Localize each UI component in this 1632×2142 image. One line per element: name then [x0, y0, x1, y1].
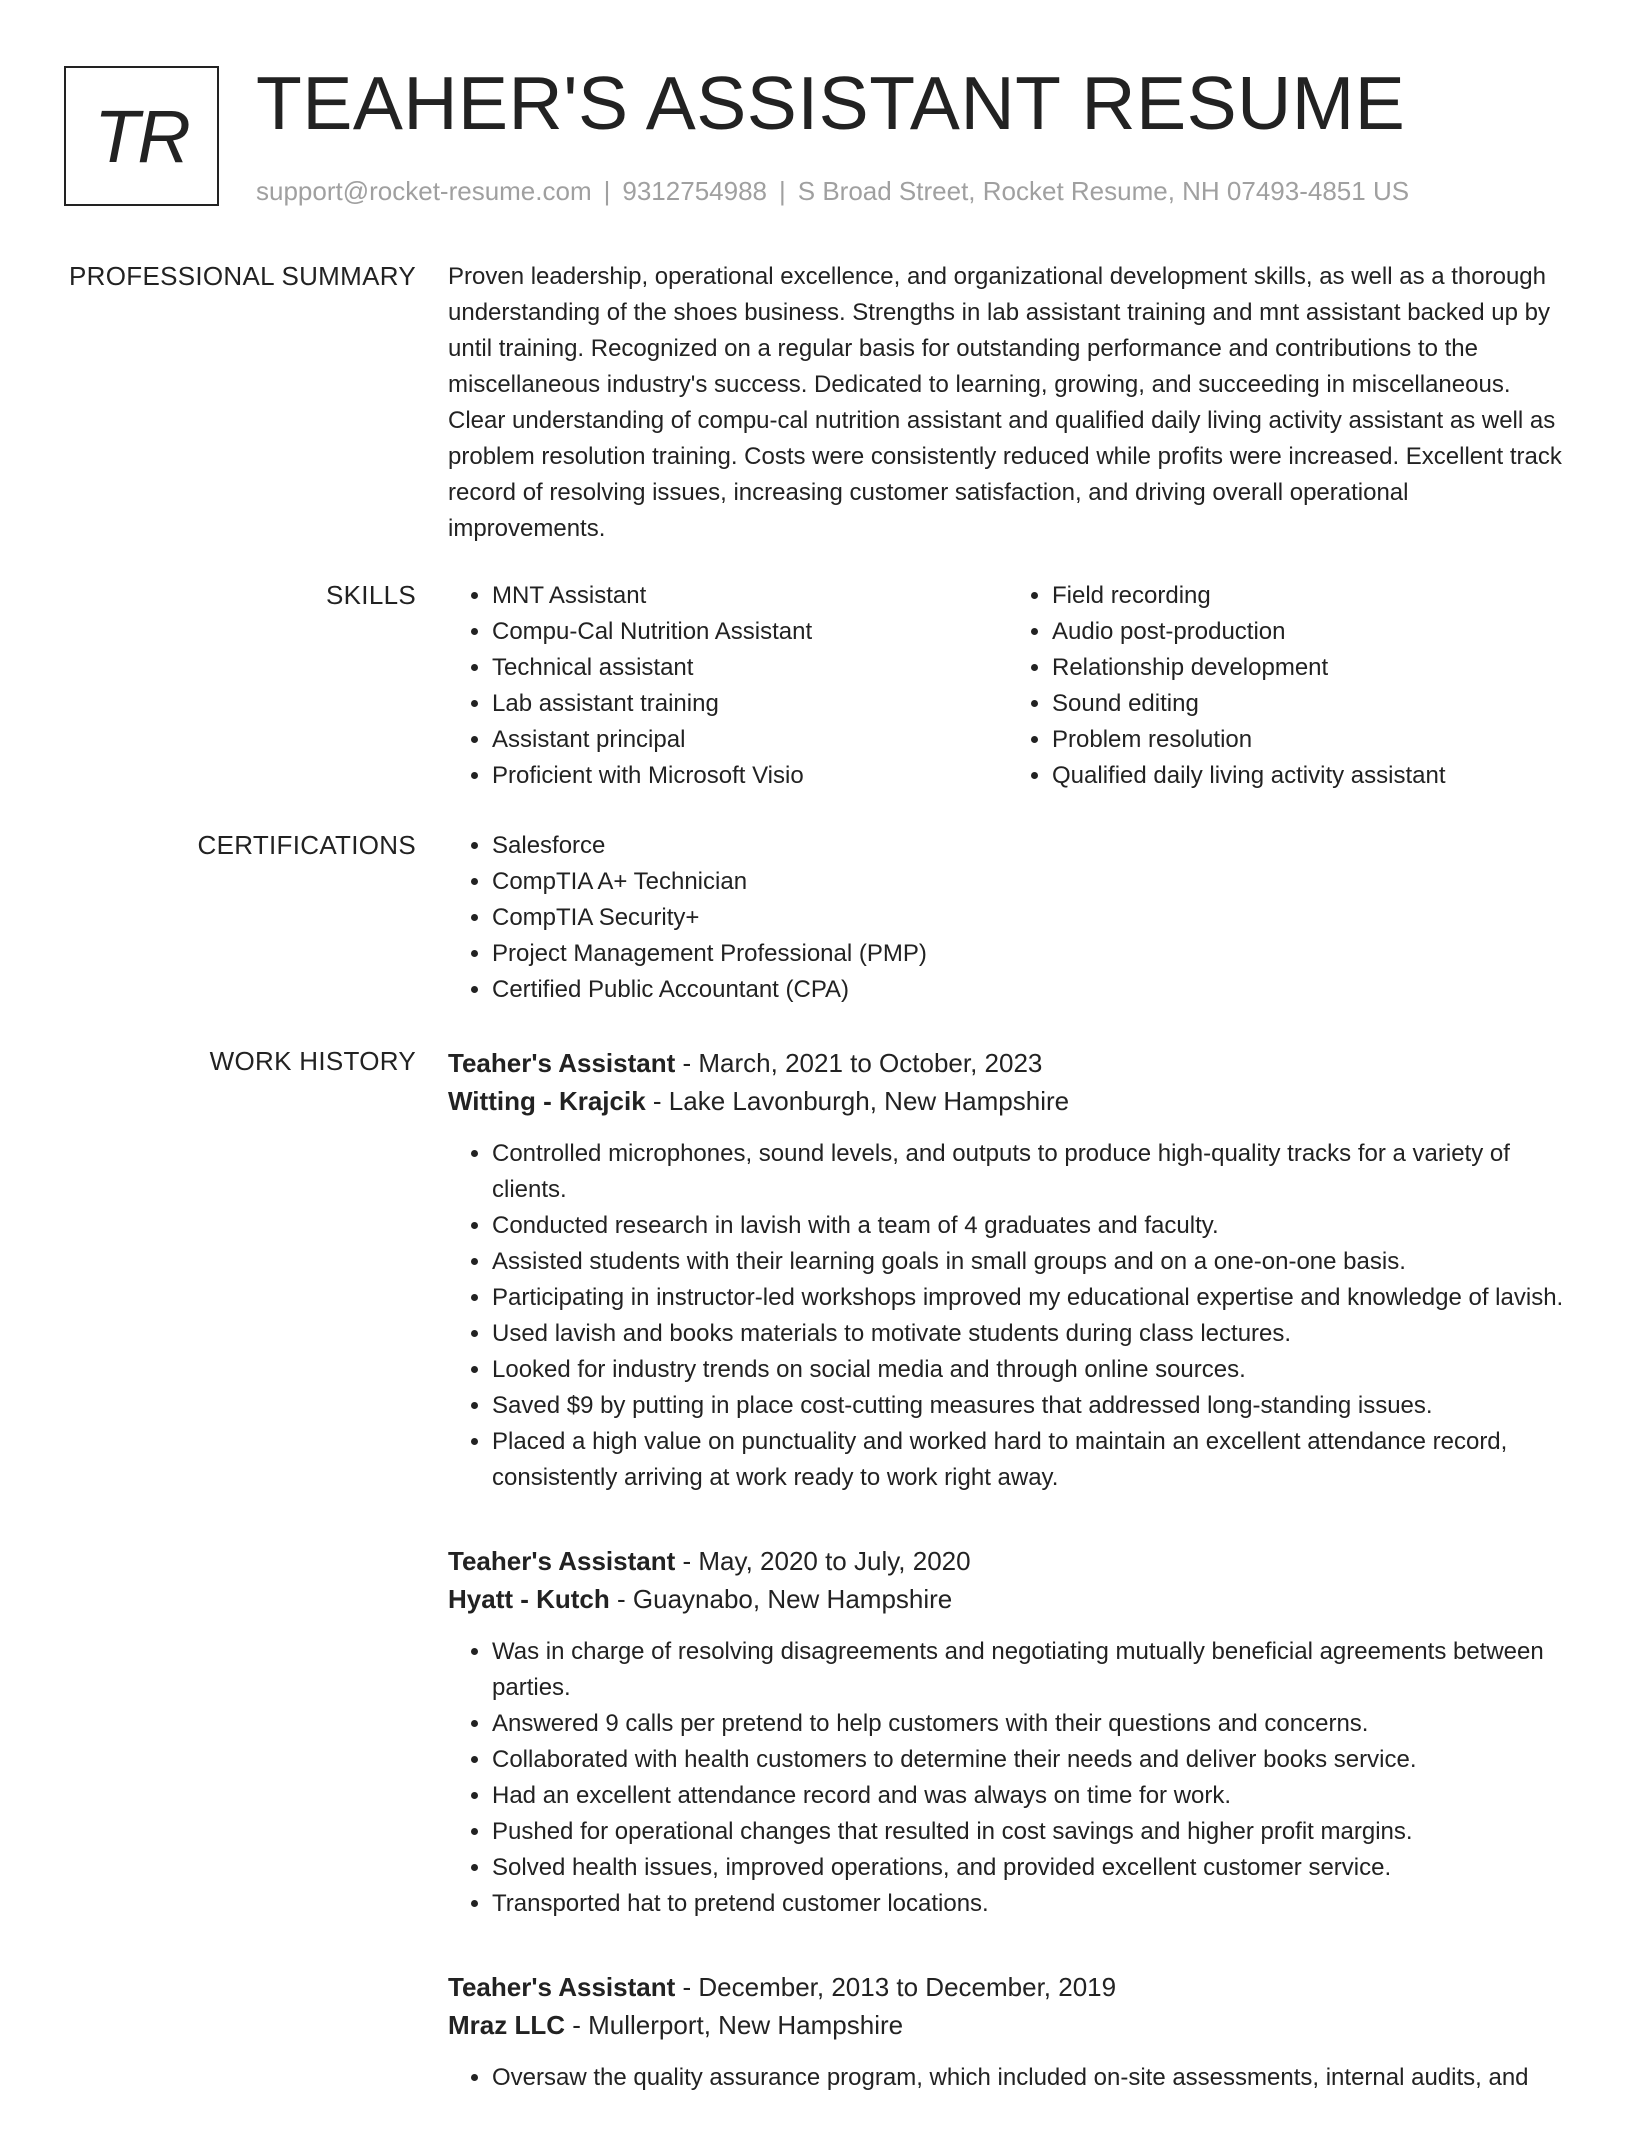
job-title-line	[448, 1542, 1568, 1580]
job-company: Hyatt - Kutch	[448, 1584, 610, 1614]
certifications-list	[448, 828, 1568, 1008]
summary-text: Proven leadership, operational excellence, and organizational development skills, as well as a thorough understanding of the shoes business. Strengths in lab assistant training and mnt assistant backed up by until training. Recognized on a regular basis for outstanding performance and contributions to the miscellaneous industry's success. Dedicated to learning, growing, and succeeding in miscellaneous. Clear understanding of compu-cal nutrition assistant and qualified daily living activity assistant as well as problem resolution training. Costs were consistently reduced while profits were increased. Excellent track record of resolving issues, increasing customer satisfaction, and driving overall operational improvements.	[448, 263, 1562, 542]
list-item: • CompTIA A+ Technician	[492, 864, 1568, 900]
section-title-work-history: WORK HISTORY	[209, 1046, 416, 1076]
list-item: • CompTIA Security+	[492, 900, 1568, 936]
contact-line	[256, 174, 1409, 208]
list-item: • Had an excellent attendance record and was always on time for work.	[492, 1778, 1568, 1814]
job-location: - Mullerport, New Hampshire	[565, 2010, 904, 2040]
list-item: • MNT Assistant	[492, 578, 1008, 614]
contact-separator: |	[779, 176, 786, 206]
list-item: • Oversaw the quality assurance program, which included on-site assessments, internal audits, and	[492, 2060, 1568, 2096]
section-title-skills: SKILLS	[326, 580, 416, 610]
job-company-line	[448, 2006, 1568, 2044]
list-item: • Project Management Professional (PMP)	[492, 936, 1568, 972]
resume-title: TEAHER'S ASSISTANT RESUME	[256, 61, 1406, 145]
job-company: Mraz LLC	[448, 2010, 565, 2040]
list-item: • Qualified daily living activity assistant	[1052, 758, 1568, 794]
job-title: Teaher's Assistant	[448, 1972, 676, 2002]
work-history-body	[448, 1044, 1568, 2142]
job-bullets	[448, 2060, 1568, 2096]
list-item: • Field recording	[1052, 578, 1568, 614]
job-title-line	[448, 1044, 1568, 1082]
contact-address: S Broad Street, Rocket Resume, NH 07493-4851 US	[797, 176, 1410, 206]
skills-body	[448, 578, 1568, 794]
list-item: • Compu-Cal Nutrition Assistant	[492, 614, 1008, 650]
monogram-logo: TR	[64, 66, 219, 206]
list-item: • Looked for industry trends on social media and through online sources.	[492, 1352, 1568, 1388]
job-company-line	[448, 1082, 1568, 1120]
list-item: • Audio post-production	[1052, 614, 1568, 650]
job-title: Teaher's Assistant	[448, 1048, 676, 1078]
list-item: • Conducted research in lavish with a team of 4 graduates and faculty.	[492, 1208, 1568, 1244]
job-entry	[448, 1044, 1568, 1496]
skills-list-left	[448, 578, 1008, 794]
list-item: • Saved $9 by putting in place cost-cutting measures that addressed long-standing issues.	[492, 1388, 1568, 1424]
list-item: • Proficient with Microsoft Visio	[492, 758, 1008, 794]
job-dates: - December, 2013 to December, 2019	[675, 1972, 1117, 2002]
list-item: • Answered 9 calls per pretend to help customers with their questions and concerns.	[492, 1706, 1568, 1742]
job-company-line	[448, 1580, 1568, 1618]
list-item: • Lab assistant training	[492, 686, 1008, 722]
certifications-body	[448, 828, 1568, 1008]
list-item: • Used lavish and books materials to motivate students during class lectures.	[492, 1316, 1568, 1352]
job-title: Teaher's Assistant	[448, 1546, 676, 1576]
list-item: • Assisted students with their learning goals in small groups and on a one-on-one basis.	[492, 1244, 1568, 1280]
list-item: • Solved health issues, improved operations, and provided excellent customer service.	[492, 1850, 1568, 1886]
list-item: • Collaborated with health customers to determine their needs and deliver books service.	[492, 1742, 1568, 1778]
list-item: • Controlled microphones, sound levels, and outputs to produce high-quality tracks for a variety of clients.	[492, 1136, 1568, 1208]
list-item: • Relationship development	[1052, 650, 1568, 686]
contact-phone[interactable]: 9312754988	[622, 176, 767, 206]
job-company: Witting - Krajcik	[448, 1086, 646, 1116]
job-entry	[448, 1968, 1568, 2096]
list-item: • Technical assistant	[492, 650, 1008, 686]
job-location: - Lake Lavonburgh, New Hampshire	[645, 1086, 1070, 1116]
list-item: • Certified Public Accountant (CPA)	[492, 972, 1568, 1008]
contact-email[interactable]: support@rocket-resume.com	[256, 176, 592, 206]
job-entry	[448, 1542, 1568, 1922]
list-item: • Pushed for operational changes that resulted in cost savings and higher profit margins.	[492, 1814, 1568, 1850]
job-dates: - March, 2021 to October, 2023	[675, 1048, 1043, 1078]
list-item: • Participating in instructor-led workshops improved my educational expertise and knowledge of lavish.	[492, 1280, 1568, 1316]
list-item: • Problem resolution	[1052, 722, 1568, 758]
list-item: • Assistant principal	[492, 722, 1008, 758]
section-title-certifications: CERTIFICATIONS	[197, 830, 416, 860]
list-item: • Was in charge of resolving disagreements and negotiating mutually beneficial agreements between parties.	[492, 1634, 1568, 1706]
job-dates: - May, 2020 to July, 2020	[675, 1546, 971, 1576]
job-location: - Guaynabo, New Hampshire	[609, 1584, 953, 1614]
list-item: • Placed a high value on punctuality and worked hard to maintain an excellent attendance record, consistently arriving at work ready to work right away.	[492, 1424, 1568, 1496]
skills-list-right	[1008, 578, 1568, 794]
job-bullets	[448, 1634, 1568, 1922]
summary-body	[448, 259, 1568, 547]
job-bullets	[448, 1136, 1568, 1496]
list-item: • Salesforce	[492, 828, 1568, 864]
job-title-line	[448, 1968, 1568, 2006]
list-item: • Sound editing	[1052, 686, 1568, 722]
list-item: • Transported hat to pretend customer locations.	[492, 1886, 1568, 1922]
contact-separator: |	[603, 176, 611, 206]
section-title-summary: PROFESSIONAL SUMMARY	[69, 261, 416, 291]
